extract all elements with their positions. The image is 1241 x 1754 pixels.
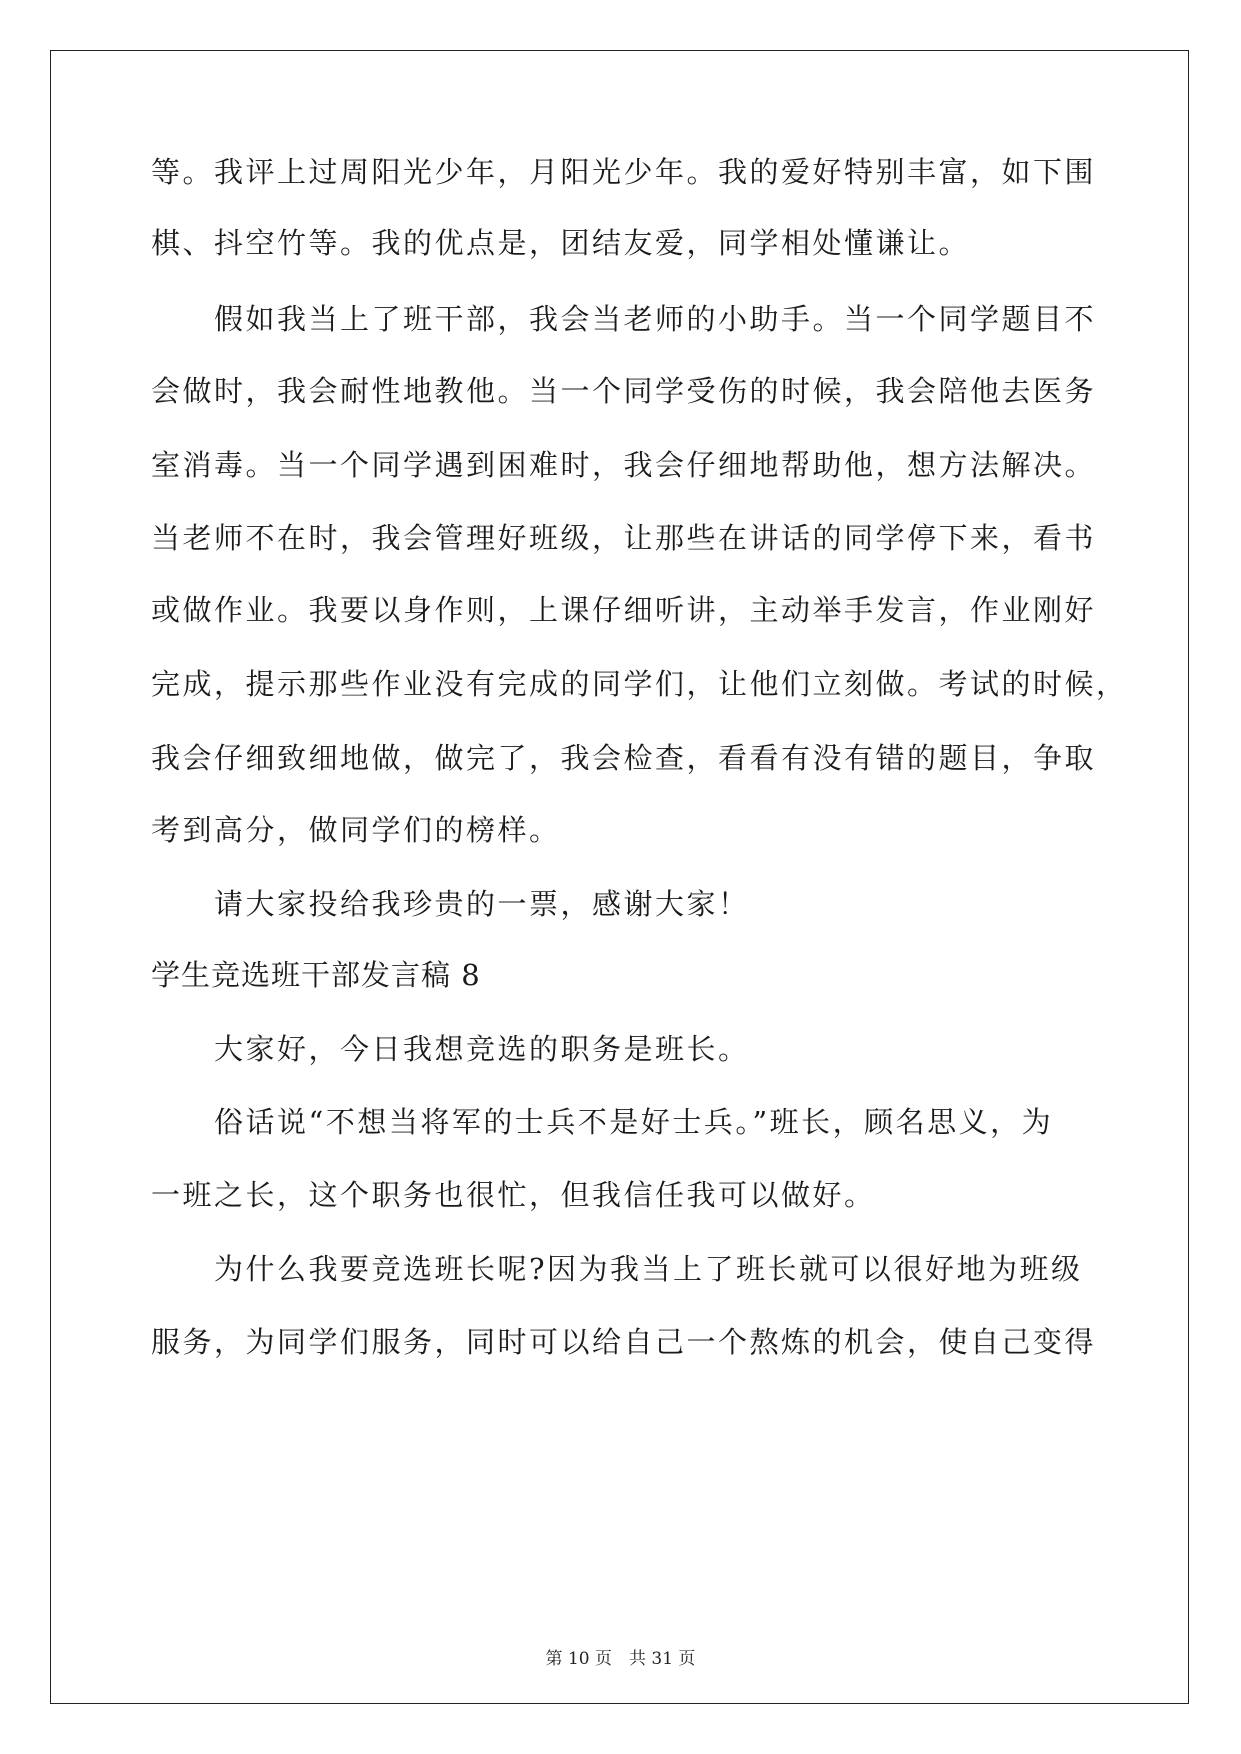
- section-heading: 学生竞选班干部发言稿 8: [151, 958, 481, 992]
- paragraph-line: 为什么我要竞选班长呢?因为我当上了班长就可以很好地为班级: [214, 1252, 1083, 1286]
- paragraph-line: 会做时，我会耐性地教他。当一个同学受伤的时候，我会陪他去医务: [151, 374, 1097, 408]
- paragraph-line: 棋、抖空竹等。我的优点是，团结友爱，同学相处懂谦让。: [151, 226, 971, 260]
- paragraph-line: 或做作业。我要以身作则，上课仔细听讲，主动举手发言，作业刚好: [151, 593, 1097, 627]
- paragraph-line: 假如我当上了班干部，我会当老师的小助手。当一个同学题目不: [214, 302, 1097, 336]
- paragraph-line: 我会仔细致细地做，做完了，我会检查，看看有没有错的题目，争取: [151, 741, 1097, 775]
- paragraph-line: 一班之长，这个职务也很忙，但我信任我可以做好。: [151, 1178, 876, 1212]
- paragraph-line: 室消毒。当一个同学遇到困难时，我会仔细地帮助他，想方法解决。: [151, 448, 1097, 482]
- paragraph-line: 大家好，今日我想竞选的职务是班长。: [214, 1032, 750, 1066]
- paragraph-line: 请大家投给我珍贵的一票，感谢大家！: [214, 887, 750, 921]
- paragraph-line: 等。我评上过周阳光少年，月阳光少年。我的爱好特别丰富，如下围: [151, 155, 1097, 189]
- paragraph-line: 俗话说“不想当将军的士兵不是好士兵。”班长，顾名思义，为: [214, 1105, 1054, 1139]
- paragraph-line: 服务，为同学们服务，同时可以给自己一个熬炼的机会，使自己变得: [151, 1325, 1097, 1359]
- paragraph-line: 考到高分，做同学们的榜样。: [151, 813, 561, 847]
- paragraph-line: 当老师不在时，我会管理好班级，让那些在讲话的同学停下来，看书: [151, 521, 1097, 555]
- paragraph-line: 完成，提示那些作业没有完成的同学们，让他们立刻做。考试的时候，: [151, 667, 1128, 701]
- page-number-footer: 第 10 页 共 31 页: [545, 1649, 696, 1669]
